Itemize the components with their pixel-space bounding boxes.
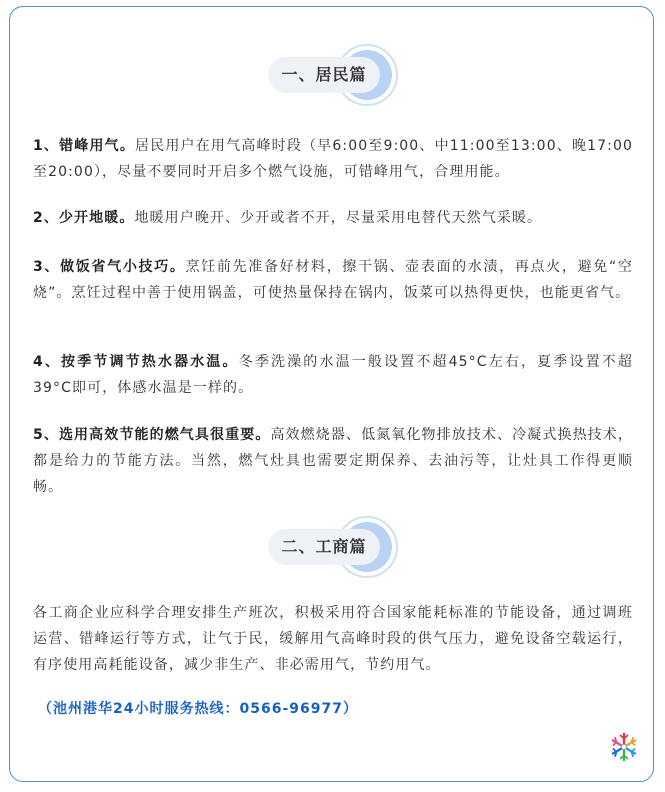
section-header-residential (268, 40, 398, 112)
section-title: 二、工商篇 (281, 537, 367, 556)
section-header-commercial (268, 512, 398, 584)
tip-3 (33, 254, 633, 306)
snowflake-icon (608, 731, 640, 763)
tip-lead: 3、做饭省气小技巧。 (33, 259, 186, 275)
tip-text: 地暖用户晚开、少开或者不开，尽量采用电替代天然气采暖。 (134, 210, 543, 226)
service-hotline: （池州港华24小时服务热线：0566-96977） (38, 701, 358, 717)
tip-5 (33, 422, 633, 500)
tip-4 (33, 349, 633, 401)
commercial-paragraph: 各工商企业应科学合理安排生产班次，积极采用符合国家能耗标准的节能设备，通过调班运营、错峰运行等方式，让气于民，缓解用气高峰时段的供气压力，避免设备空载运行，有序使用高耗能设备，减少非生产、非必需用气，节约用气。 (33, 605, 633, 673)
tip-lead: 5、选用高效节能的燃气具很重要。 (33, 427, 271, 443)
tip-lead: 1、错峰用气。 (33, 138, 136, 154)
tip-1 (33, 133, 633, 185)
tip-text: 冬季洗澡的水温一般设置不超45°C左右，夏季设置不超39°C即可，体感水温是一样的。 (33, 354, 633, 396)
tip-text: 高效燃烧器、低氮氧化物排放技术、冷凝式换热技术，都是给力的节能方法。当然，燃气灶具也需要定期保养、去油污等，让灶具工作得更顺畅。 (33, 427, 633, 495)
tip-lead: 2、少开地暖。 (33, 210, 135, 226)
tip-text: 居民用户在用气高峰时段（早6:00至9:00、中11:00至13:00、晚17:00至20:00），尽量不要同时开启多个燃气设施，可错峰用气，合理用能。 (33, 138, 633, 180)
tip-text: 烹饪前先准备好材料，擦干锅、壶表面的水渍，再点火，避免“空烧”。烹饪过程中善于使用锅盖，可使热量保持在锅内，饭菜可以热得更快，也能更省气。 (33, 259, 633, 301)
tip-2 (33, 205, 633, 231)
tip-lead: 4、按季节调节热水器水温。 (33, 354, 239, 370)
section-title: 一、居民篇 (281, 65, 367, 84)
